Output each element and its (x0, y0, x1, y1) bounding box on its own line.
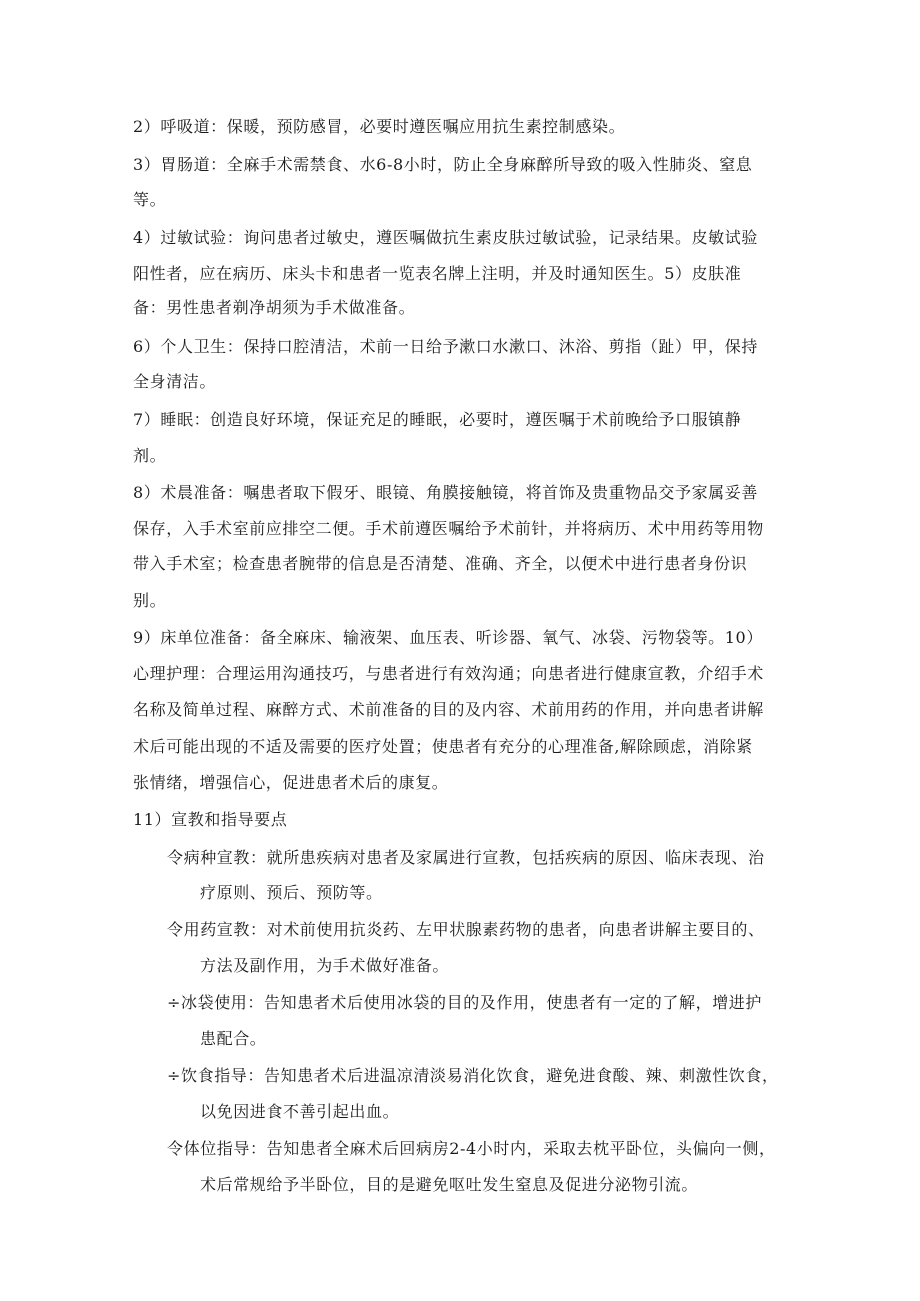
text-line: 9）床单位准备：备全麻床、输液架、血压表、听诊器、氧气、冰袋、污物袋等。10） (133, 628, 763, 647)
text-line: 6）个人卫生：保持口腔清洁，术前一日给予漱口水漱口、沐浴、剪指（趾）甲，保持 (133, 337, 758, 356)
bullet-continuation: 方法及副作用，为手术做好准备。 (200, 956, 450, 975)
text-line: 备：男性患者剃净胡须为手术做准备。 (133, 298, 416, 317)
text-line: 阳性者，应在病历、床头卡和患者一览表名牌上注明，并及时通知医生。5）皮肤准 (133, 264, 742, 283)
text-line: 带入手术室；检查患者腕带的信息是否清楚、准确、齐全，以便术中进行患者身份识 (133, 554, 748, 573)
text-line: 别。 (133, 591, 167, 610)
text-line: 等。 (133, 190, 167, 209)
text-line: 7）睡眠：创造良好环境，保证充足的睡眠，必要时，遵医嘱于术前晚给予口服镇静 (133, 410, 742, 429)
bullet-continuation: 疗原则、预后、预防等。 (200, 883, 383, 902)
bullet-item: 令用药宣教：对术前使用抗炎药、左甲状腺素药物的患者，向患者讲解主要目的、 (167, 920, 765, 939)
text-line: 全身清洁。 (133, 372, 217, 391)
text-line: 张情绪，增强信心，促进患者术后的康复。 (133, 773, 449, 792)
text-line: 4）过敏试验：询问患者过敏史，遵医嘱做抗生素皮肤过敏试验，记录结果。皮敏试验 (133, 228, 758, 247)
text-line: 术后可能出现的不适及需要的医疗处置；使患者有充分的心理准备,解除顾虑，消除紧 (133, 737, 753, 756)
text-line: 名称及简单过程、麻醉方式、术前准备的目的及内容、术前用药的作用，并向患者讲解 (133, 700, 764, 719)
bullet-item: ÷饮食指导：告知患者术后进温凉清淡易消化饮食，避免进食酸、辣、刺激性饮食， (167, 1066, 779, 1085)
bullet-continuation: 术后常规给予半卧位，目的是避免呕吐发生窒息及促进分泌物引流。 (200, 1175, 699, 1194)
bullet-item: 令病种宣教：就所患疾病对患者及家属进行宣教，包括疾病的原因、临床表现、治 (167, 848, 765, 867)
bullet-item: 令体位指导：告知患者全麻术后回病房2-4小时内，采取去枕平卧位，头偏向一侧， (167, 1139, 776, 1158)
bullet-item: ÷冰袋使用：告知患者术后使用冰袋的目的及作用，使患者有一定的了解，增进护 (167, 993, 763, 1012)
bullet-continuation: 患配合。 (200, 1029, 267, 1048)
text-line: 8）术晨准备：嘱患者取下假牙、眼镜、角膜接触镜，将首饰及贵重物品交予家属妥善 (133, 483, 758, 502)
bullet-continuation: 以免因进食不善引起出血。 (200, 1102, 400, 1121)
text-line: 2）呼吸道：保暖，预防感冒，必要时遵医嘱应用抗生素控制感染。 (133, 117, 626, 136)
section-heading: 11）宣教和指导要点 (133, 810, 288, 829)
text-line: 保存，入手术室前应排空二便。手术前遵医嘱给予术前针，并将病历、术中用药等用物 (133, 519, 764, 538)
text-line: 心理护理：合理运用沟通技巧，与患者进行有效沟通；向患者进行健康宣教，介绍手术 (133, 664, 764, 683)
text-line: 剂。 (133, 446, 167, 465)
text-line: 3）胃肠道：全麻手术需禁食、水6-8小时，防止全身麻醉所导致的吸入性肺炎、窒息 (133, 155, 753, 174)
